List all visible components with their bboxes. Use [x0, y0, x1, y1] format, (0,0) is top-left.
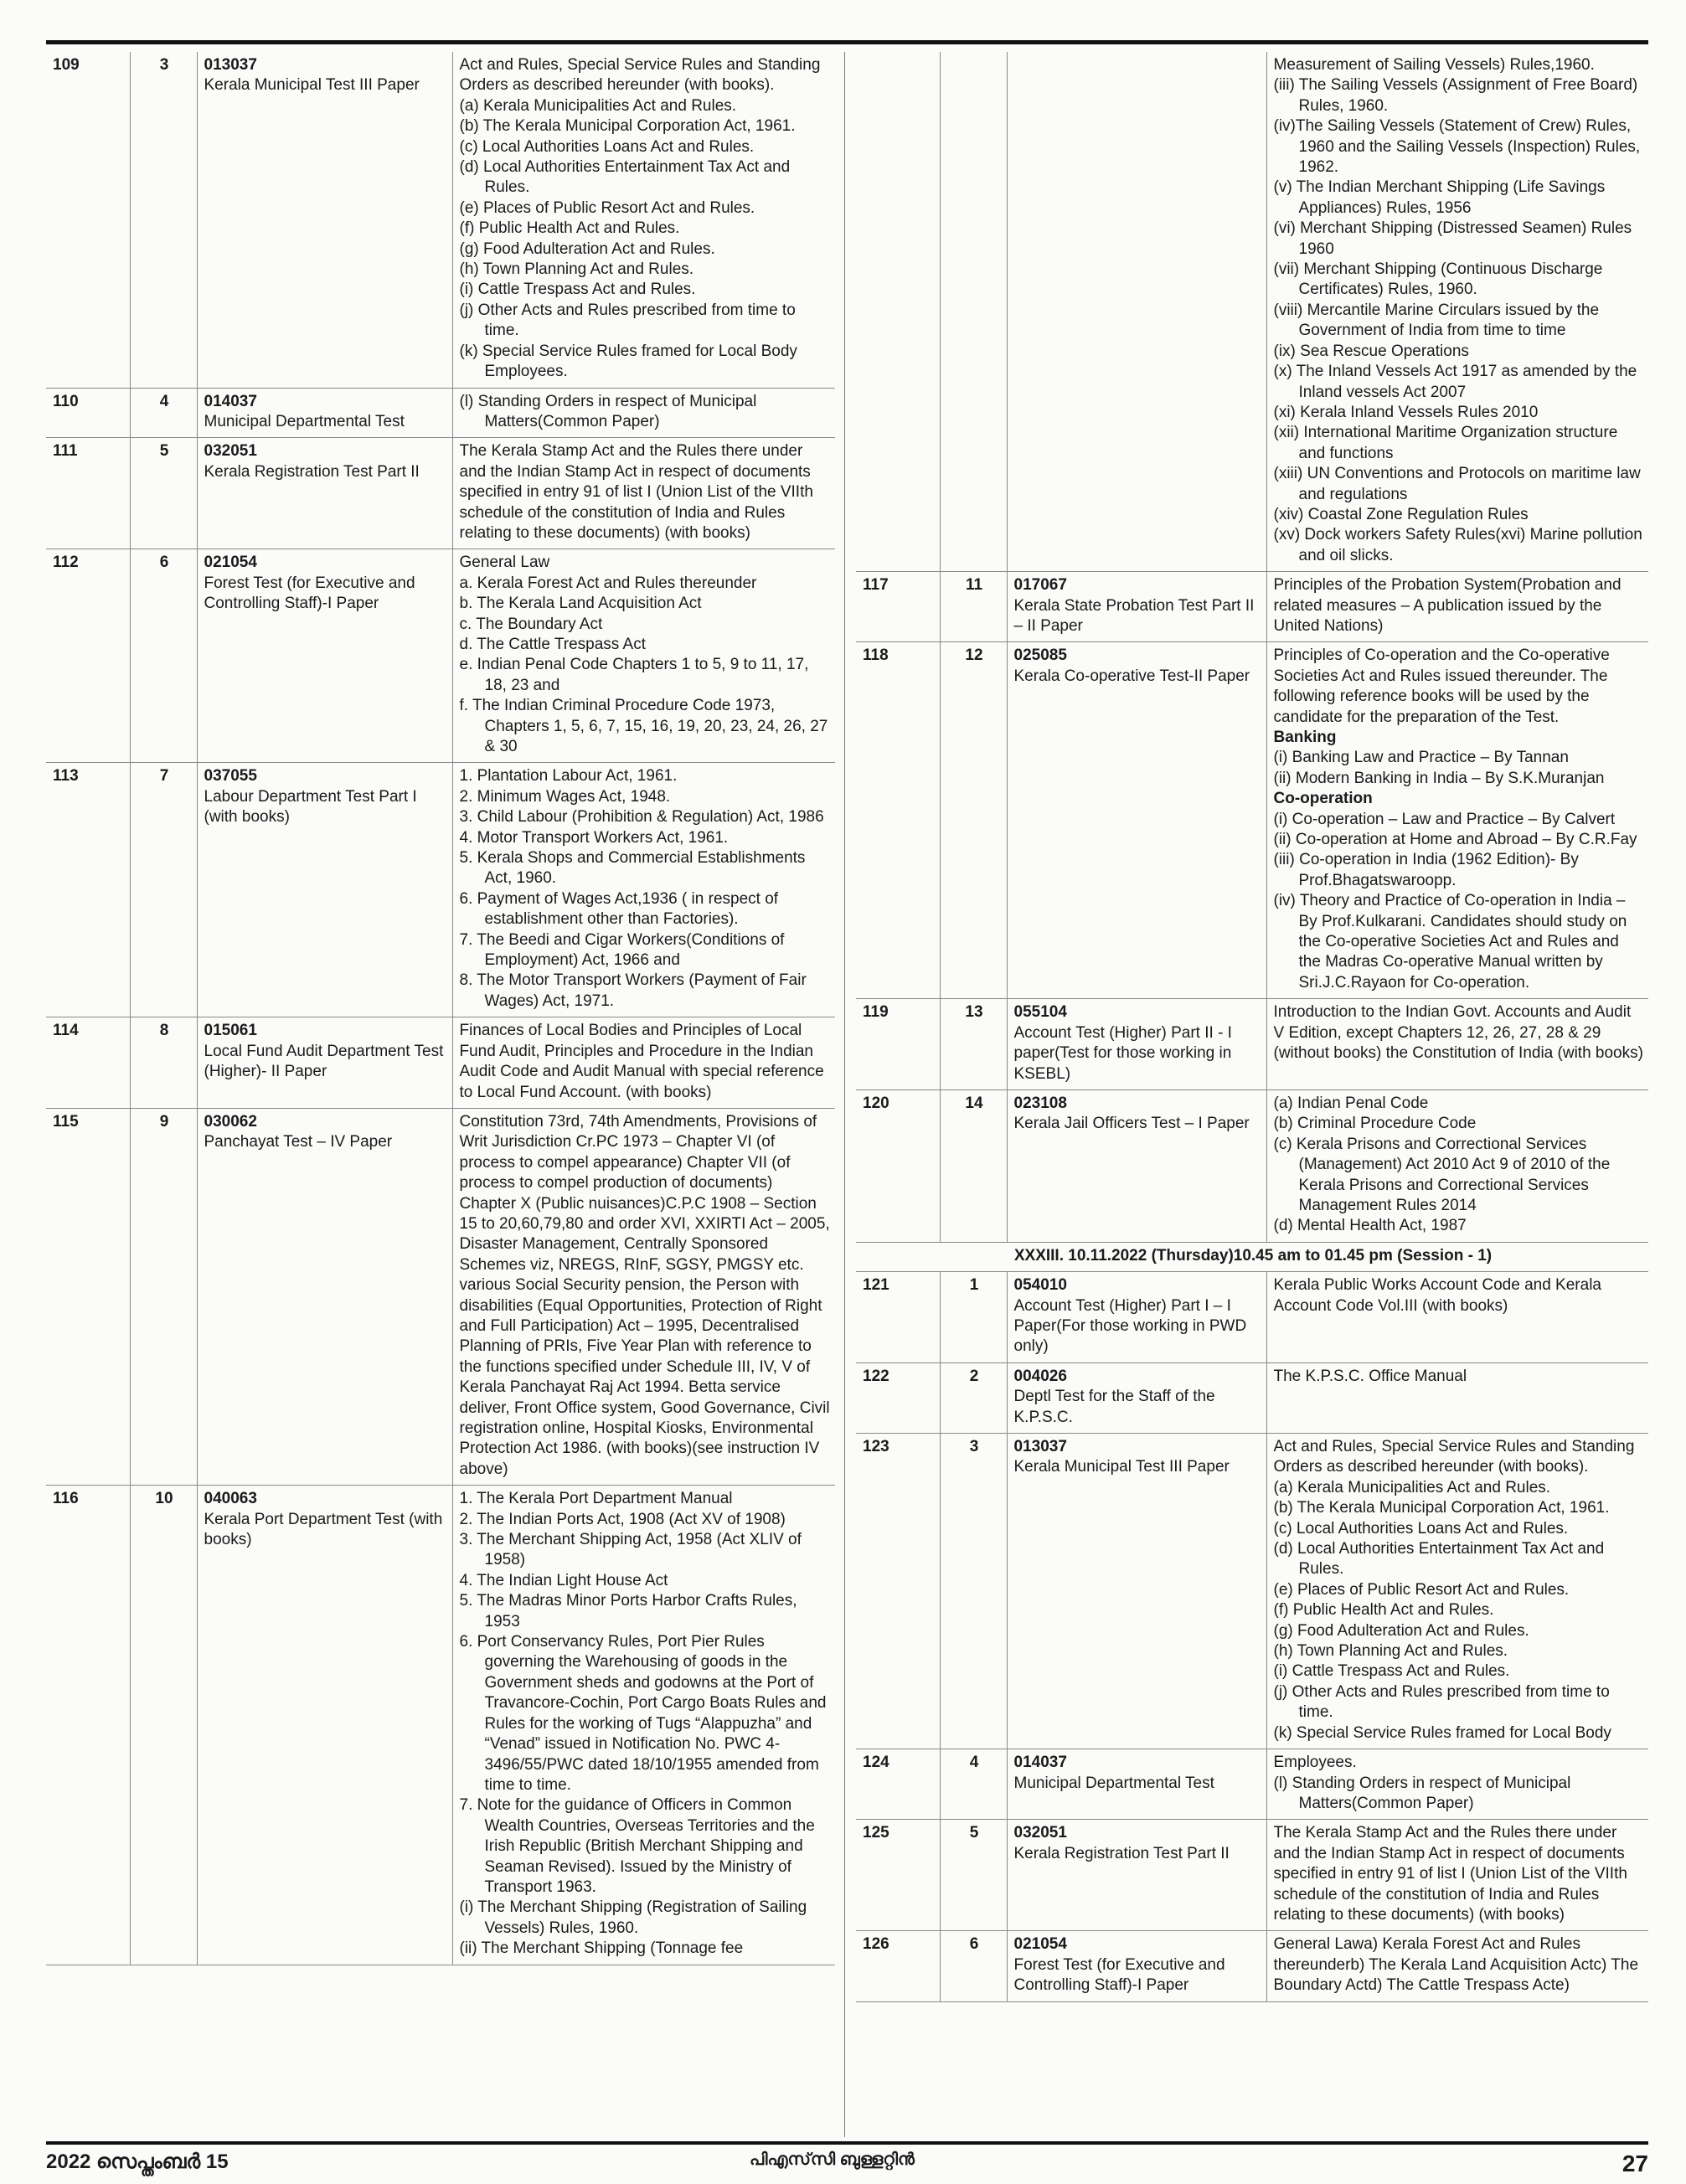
syllabus-line: (h) Town Planning Act and Rules.	[1273, 1642, 1508, 1661]
exam-table-right	[856, 52, 1648, 2002]
syllabus-line: (i) The Merchant Shipping (Registration of Sailing Vessels) Rules, 1960.	[459, 1898, 807, 1937]
syllabus-cell	[452, 388, 835, 438]
syllabus-line: (g) Food Adulteration Act and Rules.	[459, 240, 715, 258]
serial-number: 117	[856, 572, 940, 642]
syllabus-line: Act and Rules, Special Service Rules and Standing Orders as described hereunder (with books).	[459, 56, 821, 95]
serial-number: 110	[46, 388, 130, 438]
syllabus-line: (i) Banking Law and Practice – By Tannan	[1273, 749, 1569, 767]
syllabus-line: Principles of Co-operation and the Co-operative Societies Act and Rules issued thereunder. The following reference books will be used by the candidate for the preparation of the Test.	[1273, 646, 1610, 726]
syllabus-line: The Kerala Stamp Act and the Rules there under and the Indian Stamp Act in respect of documents specified in entry 91 of list I (Union List of the VIIth schedule of the constitution of India and Rules relating to these documents) (with books)	[459, 442, 813, 542]
syllabus-line: (j) Other Acts and Rules prescribed from time to time.	[1273, 1682, 1610, 1722]
test-code: 014037	[1013, 1754, 1067, 1772]
syllabus-cell	[452, 763, 835, 1017]
item-number: 10	[130, 1486, 197, 1965]
syllabus-line: (d) Local Authorities Entertainment Tax Act and Rules.	[1273, 1540, 1605, 1579]
test-name: Kerala State Probation Test Part II – II Paper	[1013, 596, 1255, 635]
syllabus-cell	[452, 438, 835, 549]
top-rule	[46, 40, 1648, 44]
test-name: Forest Test (for Executive and Controlling Staff)-I Paper	[204, 574, 415, 613]
test-cell	[197, 438, 452, 549]
syllabus-line: d. The Cattle Trespass Act	[459, 635, 646, 653]
test-cell	[1007, 1931, 1266, 2001]
item-number	[940, 52, 1007, 572]
test-name: Kerala Port Department Test (with books)	[204, 1510, 443, 1549]
test-name: Municipal Departmental Test	[1013, 1774, 1214, 1792]
serial-number: 120	[856, 1089, 940, 1242]
test-cell	[197, 1108, 452, 1485]
syllabus-line: 1. The Kerala Port Department Manual	[459, 1490, 733, 1508]
table-row	[856, 642, 1648, 999]
session-header-row	[856, 1242, 1648, 1271]
syllabus-line: 3. Child Labour (Prohibition & Regulation) Act, 1986	[459, 808, 824, 827]
syllabus-line: (viii) Mercantile Marine Circulars issued by the Government of India from time to time	[1273, 301, 1600, 340]
serial-number: 112	[46, 549, 130, 763]
table-row	[856, 1362, 1648, 1433]
syllabus-cell	[1266, 1089, 1648, 1242]
syllabus-line: (a) Kerala Municipalities Act and Rules.	[1273, 1478, 1551, 1496]
test-name: Labour Department Test Part I (with books)	[204, 787, 417, 827]
syllabus-line: (j) Other Acts and Rules prescribed from time to time.	[459, 301, 796, 340]
test-cell	[1007, 1089, 1266, 1242]
syllabus-cell	[1266, 52, 1648, 572]
syllabus-line: 8. The Motor Transport Workers (Payment of Fair Wages) Act, 1971.	[459, 971, 807, 1010]
table-row	[856, 1089, 1648, 1242]
test-name: Municipal Departmental Test	[204, 412, 405, 430]
test-code: 040063	[204, 1490, 257, 1508]
test-name: Forest Test (for Executive and Controlling Staff)-I Paper	[1013, 1955, 1225, 1995]
syllabus-line: Banking	[1273, 729, 1337, 746]
item-number: 6	[940, 1931, 1007, 2001]
serial-number: 113	[46, 763, 130, 1017]
table-row	[46, 1486, 835, 1965]
syllabus-line: (d) Local Authorities Entertainment Tax Act and Rules.	[459, 158, 791, 197]
test-name: Kerala Municipal Test III Paper	[1013, 1458, 1230, 1476]
syllabus-cell	[1266, 1434, 1648, 1749]
test-name: Account Test (Higher) Part I – I Paper(For those working in PWD only)	[1013, 1296, 1247, 1356]
syllabus-line: (xv) Dock workers Safety Rules(xvi) Marine pollution and oil slicks.	[1273, 526, 1642, 564]
test-code: 021054	[204, 554, 257, 572]
syllabus-line: f. The Indian Criminal Procedure Code 1973, Chapters 1, 5, 6, 7, 15, 16, 19, 20, 23, 24, 26, 27 & 30	[459, 697, 828, 755]
syllabus-line: (x) The Inland Vessels Act 1917 as amended by the Inland vessels Act 2007	[1273, 363, 1637, 401]
syllabus-line: 3. The Merchant Shipping Act, 1958 (Act XLIV of 1958)	[459, 1531, 802, 1569]
syllabus-cell	[1266, 1362, 1648, 1433]
syllabus-line: General Law	[459, 554, 550, 572]
syllabus-line: (a) Kerala Municipalities Act and Rules.	[459, 96, 737, 115]
syllabus-line: General Lawa) Kerala Forest Act and Rules thereunderb) The Kerala Land Acquisition Actc) The Boundary Actd) The Cattle Trespass Acte)	[1273, 1935, 1639, 1995]
test-code: 032051	[1013, 1824, 1067, 1842]
syllabus-line: 5. The Madras Minor Ports Harbor Crafts Rules, 1953	[459, 1592, 797, 1630]
table-row	[856, 999, 1648, 1090]
syllabus-line: (vi) Merchant Shipping (Distressed Seamen) Rules 1960	[1273, 219, 1632, 258]
syllabus-line: (ii) The Merchant Shipping (Tonnage fee	[459, 1939, 744, 1958]
syllabus-line: (iii) The Sailing Vessels (Assignment of Free Board) Rules, 1960.	[1273, 76, 1638, 115]
syllabus-line: 7. The Beedi and Cigar Workers(Conditions of Employment) Act, 1966 and	[459, 930, 785, 970]
syllabus-line: 4. The Indian Light House Act	[459, 1571, 668, 1589]
item-number: 9	[130, 1108, 197, 1485]
table-row	[46, 763, 835, 1017]
test-cell	[1007, 1820, 1266, 1931]
syllabus-line: (c) Local Authorities Loans Act and Rules.	[1273, 1519, 1569, 1538]
syllabus-line: (ix) Sea Rescue Operations	[1273, 342, 1469, 360]
item-number: 4	[130, 388, 197, 438]
item-number: 14	[940, 1089, 1007, 1242]
serial-number: 118	[856, 642, 940, 999]
test-cell	[1007, 642, 1266, 999]
item-number: 7	[130, 763, 197, 1017]
item-number: 8	[130, 1017, 197, 1109]
test-cell	[1007, 999, 1266, 1090]
table-row	[46, 1108, 835, 1485]
test-code: 023108	[1013, 1094, 1067, 1112]
syllabus-cell	[1266, 1272, 1648, 1363]
syllabus-line: (c) Local Authorities Loans Act and Rules.	[459, 137, 755, 156]
syllabus-line: (a) Indian Penal Code	[1273, 1094, 1429, 1112]
syllabus-line: (iv)The Sailing Vessels (Statement of Crew) Rules, 1960 and the Sailing Vessels (Inspection) Rules, 1962.	[1273, 117, 1641, 177]
left-column	[46, 52, 835, 2145]
serial-number	[856, 52, 940, 572]
table-row	[856, 1272, 1648, 1363]
test-code: 025085	[1013, 646, 1067, 665]
serial-number: 121	[856, 1272, 940, 1363]
syllabus-cell	[452, 1017, 835, 1109]
serial-number: 126	[856, 1931, 940, 2001]
syllabus-line: The Kerala Stamp Act and the Rules there under and the Indian Stamp Act in respect of documents specified in entry 91 of list I (Union List of the VIIth schedule of the constitution of India and Rules relating to these documents) (with books)	[1273, 1824, 1627, 1924]
page-number: 27	[1622, 2151, 1648, 2176]
test-code: 014037	[204, 392, 257, 410]
serial-number: 114	[46, 1017, 130, 1109]
item-number: 4	[940, 1749, 1007, 1820]
syllabus-line: (b) Criminal Procedure Code	[1273, 1115, 1477, 1133]
test-name: Kerala Co-operative Test-II Paper	[1013, 667, 1250, 685]
syllabus-cell	[1266, 572, 1648, 642]
table-row	[856, 52, 1648, 572]
table-row	[856, 1749, 1648, 1820]
item-number: 1	[940, 1272, 1007, 1363]
syllabus-line: 1. Plantation Labour Act, 1961.	[459, 767, 678, 786]
item-number: 5	[940, 1820, 1007, 1931]
test-name: Account Test (Higher) Part II - I paper(Test for those working in KSEBL)	[1013, 1023, 1232, 1083]
serial-number: 115	[46, 1108, 130, 1485]
syllabus-line: Introduction to the Indian Govt. Accounts and Audit V Edition, except Chapters 12, 26, 27, 28 & 29 (without books) the Constitution of India (with books)	[1273, 1003, 1643, 1063]
table-row	[46, 549, 835, 763]
test-cell	[197, 388, 452, 438]
test-cell	[1007, 1749, 1266, 1820]
syllabus-line: (b) The Kerala Municipal Corporation Act, 1961.	[1273, 1499, 1610, 1517]
syllabus-line: (ii) Modern Banking in India – By S.K.Muranjan	[1273, 769, 1605, 787]
syllabus-line: (xiv) Coastal Zone Regulation Rules	[1273, 505, 1529, 523]
column-divider	[844, 52, 845, 2137]
table-row	[46, 52, 835, 388]
syllabus-line: (h) Town Planning Act and Rules.	[459, 260, 694, 279]
syllabus-line: 6. Port Conservancy Rules, Port Pier Rules governing the Warehousing of goods in the Government sheds and godowns at the Port of Travancore-Cochin, Port Cargo Boats Rules and Rules for the working of Tugs “Alappuzha” and “Venad” issued in Notification No. PWC 4-3496/55/PWC dated 18/10/1955 amended from time to time.	[459, 1633, 827, 1794]
syllabus-line: b. The Kerala Land Acquisition Act	[459, 595, 702, 613]
test-cell	[1007, 52, 1266, 572]
test-name: Kerala Registration Test Part II	[204, 462, 420, 481]
test-name: Panchayat Test – IV Paper	[204, 1133, 393, 1151]
test-cell	[1007, 572, 1266, 642]
syllabus-line: c. The Boundary Act	[459, 615, 603, 633]
syllabus-line: (iv) Theory and Practice of Co-operation in India – By Prof.Kulkarani. Candidates should study on the Co-operative Societies Act and Rules and the Madras Co-operative Manual written by Sri.J.C.Rayaon for Co-operation.	[1273, 892, 1627, 992]
syllabus-line: 2. Minimum Wages Act, 1948.	[459, 787, 671, 806]
syllabus-line: (d) Mental Health Act, 1987	[1273, 1217, 1467, 1235]
item-number: 2	[940, 1362, 1007, 1433]
syllabus-line: e. Indian Penal Code Chapters 1 to 5, 9 to 11, 17, 18, 23 and	[459, 656, 809, 694]
table-row	[856, 572, 1648, 642]
syllabus-line: (xii) International Maritime Organization structure and functions	[1273, 424, 1618, 462]
syllabus-line: (f) Public Health Act and Rules.	[1273, 1601, 1494, 1620]
syllabus-line: (v) The Indian Merchant Shipping (Life Savings Appliances) Rules, 1956	[1273, 178, 1606, 217]
test-code: 015061	[204, 1022, 257, 1040]
exam-table-left	[46, 52, 835, 1965]
table-row	[856, 1820, 1648, 1931]
footer-date: 2022 സെപ്തംബർ 15	[46, 2151, 229, 2173]
syllabus-cell	[1266, 642, 1648, 999]
syllabus-line: (k) Special Service Rules framed for Local Body	[1273, 1723, 1611, 1742]
test-cell	[1007, 1272, 1266, 1363]
syllabus-line: (e) Places of Public Resort Act and Rules.	[1273, 1580, 1570, 1599]
footer-rule	[46, 2141, 1648, 2145]
syllabus-line: Act and Rules, Special Service Rules and Standing Orders as described hereunder (with books).	[1273, 1438, 1635, 1476]
serial-number: 122	[856, 1362, 940, 1433]
serial-number: 124	[856, 1749, 940, 1820]
test-cell	[1007, 1434, 1266, 1749]
test-code: 032051	[204, 442, 257, 461]
syllabus-line: 2. The Indian Ports Act, 1908 (Act XV of 1908)	[459, 1510, 786, 1528]
item-number: 3	[130, 52, 197, 388]
syllabus-line: (l) Standing Orders in respect of Municipal Matters(Common Paper)	[459, 392, 757, 430]
test-name: Deptl Test for the Staff of the K.P.S.C.	[1013, 1388, 1215, 1426]
syllabus-line: 5. Kerala Shops and Commercial Establishments Act, 1960.	[459, 849, 806, 888]
test-cell	[197, 1017, 452, 1109]
page-footer	[46, 2151, 1648, 2177]
footer-publication: പിഎസ്‌സി ബുള്ളറ്റിൻ	[750, 2151, 915, 2169]
serial-number: 119	[856, 999, 940, 1090]
syllabus-cell	[452, 549, 835, 763]
syllabus-line: (vii) Merchant Shipping (Continuous Discharge Certificates) Rules, 1960.	[1273, 260, 1603, 299]
syllabus-line: a. Kerala Forest Act and Rules thereunder	[459, 574, 757, 592]
test-cell	[197, 549, 452, 763]
table-row	[46, 438, 835, 549]
syllabus-line: (i) Cattle Trespass Act and Rules.	[459, 281, 696, 299]
test-code: 004026	[1013, 1367, 1067, 1385]
syllabus-cell	[452, 52, 835, 388]
syllabus-line: (g) Food Adulteration Act and Rules.	[1273, 1621, 1529, 1640]
syllabus-line: 7. Note for the guidance of Officers in Common Wealth Countries, Overseas Territories and the Irish Republic (British Merchant Shipping and Seaman Revised). Issued by the Ministry of Transport 1963.	[459, 1796, 815, 1896]
table-row	[46, 1017, 835, 1109]
syllabus-line: (l) Standing Orders in respect of Municipal Matters(Common Paper)	[1273, 1774, 1571, 1812]
test-cell	[1007, 1362, 1266, 1433]
syllabus-cell	[452, 1486, 835, 1965]
item-number: 6	[130, 549, 197, 763]
test-name: Kerala Municipal Test III Paper	[204, 76, 420, 95]
syllabus-line: Co-operation	[1273, 790, 1373, 808]
right-column	[856, 52, 1648, 2145]
syllabus-cell	[1266, 1820, 1648, 1931]
syllabus-line: Principles of the Probation System(Probation and related measures – A publication issued by the United Nations)	[1273, 576, 1622, 635]
test-code: 054010	[1013, 1276, 1067, 1295]
syllabus-line: (k) Special Service Rules framed for Local Body Employees.	[459, 342, 797, 381]
test-name: Kerala Jail Officers Test – I Paper	[1013, 1115, 1250, 1133]
syllabus-line: (xi) Kerala Inland Vessels Rules 2010	[1273, 403, 1539, 421]
item-number: 11	[940, 572, 1007, 642]
test-code: 017067	[1013, 576, 1067, 595]
syllabus-line: (ii) Co-operation at Home and Abroad – By C.R.Fay	[1273, 831, 1637, 849]
test-code: 055104	[1013, 1003, 1067, 1022]
serial-number: 109	[46, 52, 130, 388]
syllabus-line: (i) Co-operation – Law and Practice – By Calvert	[1273, 810, 1616, 828]
session-label: XXXIII. 10.11.2022 (Thursday)10.45 am to 01.45 pm (Session - 1)	[856, 1242, 1648, 1271]
test-cell	[197, 1486, 452, 1965]
test-code: 021054	[1013, 1935, 1067, 1954]
syllabus-line: (iii) Co-operation in India (1962 Edition)- By Prof.Bhagatswaroopp.	[1273, 851, 1579, 889]
test-code: 013037	[204, 56, 257, 74]
syllabus-cell	[1266, 1931, 1648, 2001]
item-number: 3	[940, 1434, 1007, 1749]
syllabus-line: (f) Public Health Act and Rules.	[459, 219, 680, 238]
table-row	[46, 388, 835, 438]
test-code: 013037	[1013, 1438, 1067, 1455]
syllabus-line: (b) The Kerala Municipal Corporation Act, 1961.	[459, 117, 796, 136]
syllabus-line: 4. Motor Transport Workers Act, 1961.	[459, 828, 729, 847]
test-cell	[197, 763, 452, 1017]
serial-number: 125	[856, 1820, 940, 1931]
table-row	[856, 1931, 1648, 2001]
syllabus-line: Finances of Local Bodies and Principles of Local Fund Audit, Principles and Procedure in the Indian Audit Code and Audit Manual with special reference to Local Fund Account. (with books)	[459, 1022, 824, 1101]
serial-number: 123	[856, 1434, 940, 1749]
syllabus-line: (c) Kerala Prisons and Correctional Services (Management) Act 2010 Act 9 of 2010 of the Kerala Prisons and Correctional Services Management Rules 2014	[1273, 1135, 1611, 1214]
syllabus-line: (xiii) UN Conventions and Protocols on maritime law and regulations	[1273, 465, 1641, 503]
item-number: 13	[940, 999, 1007, 1090]
syllabus-line: Measurement of Sailing Vessels) Rules,1960.	[1273, 56, 1595, 74]
syllabus-cell	[452, 1108, 835, 1485]
syllabus-line: Employees.	[1273, 1754, 1357, 1772]
syllabus-line: 6. Payment of Wages Act,1936 ( in respect of establishment other than Factories).	[459, 889, 779, 929]
table-row	[856, 1434, 1648, 1749]
syllabus-line: Kerala Public Works Account Code and Kerala Account Code Vol.III (with books)	[1273, 1276, 1601, 1315]
syllabus-cell	[1266, 999, 1648, 1090]
syllabus-line: Constitution 73rd, 74th Amendments, Provisions of Writ Jurisdiction Cr.PC 1973 – Chapter VI (of process to compel appearance) Chapter VII (of process to compel production of documents) Chapter X (Public nuisances)C.P.C 1908 – Section 15 to 20,60,79,80 and order XVI, XXIRTI Act – 2005, Disaster Management, Centrally Sponsored Schemes viz, NREGS, RInF, SGSY, PMGSY etc. various Social Security pension, the Person with disabilities (Equal Opportunities, Protection of Right and Full Participation) Act – 1995, Decentralised Planning of PRIs, Five Year Plan with reference to the functions specified under Schedule III, IV, V of Kerala Panchayat Raj Act 1994. Betta service deliver, Front Office system, Good Governance, Civil registration online, Hospital Kiosks, Environmental Protection Act 1986. (with books)(see instruction IV above)	[459, 1112, 830, 1478]
item-number: 5	[130, 438, 197, 549]
syllabus-line: (e) Places of Public Resort Act and Rules.	[459, 198, 755, 217]
test-name: Local Fund Audit Department Test (Higher)- II Paper	[204, 1042, 444, 1081]
syllabus-line: (i) Cattle Trespass Act and Rules.	[1273, 1662, 1510, 1681]
test-cell	[197, 52, 452, 388]
item-number: 12	[940, 642, 1007, 999]
serial-number: 111	[46, 438, 130, 549]
syllabus-line: The K.P.S.C. Office Manual	[1273, 1367, 1467, 1385]
test-code: 030062	[204, 1112, 257, 1131]
test-code: 037055	[204, 767, 257, 786]
syllabus-cell	[1266, 1749, 1648, 1820]
serial-number: 116	[46, 1486, 130, 1965]
test-name: Kerala Registration Test Part II	[1013, 1844, 1230, 1862]
